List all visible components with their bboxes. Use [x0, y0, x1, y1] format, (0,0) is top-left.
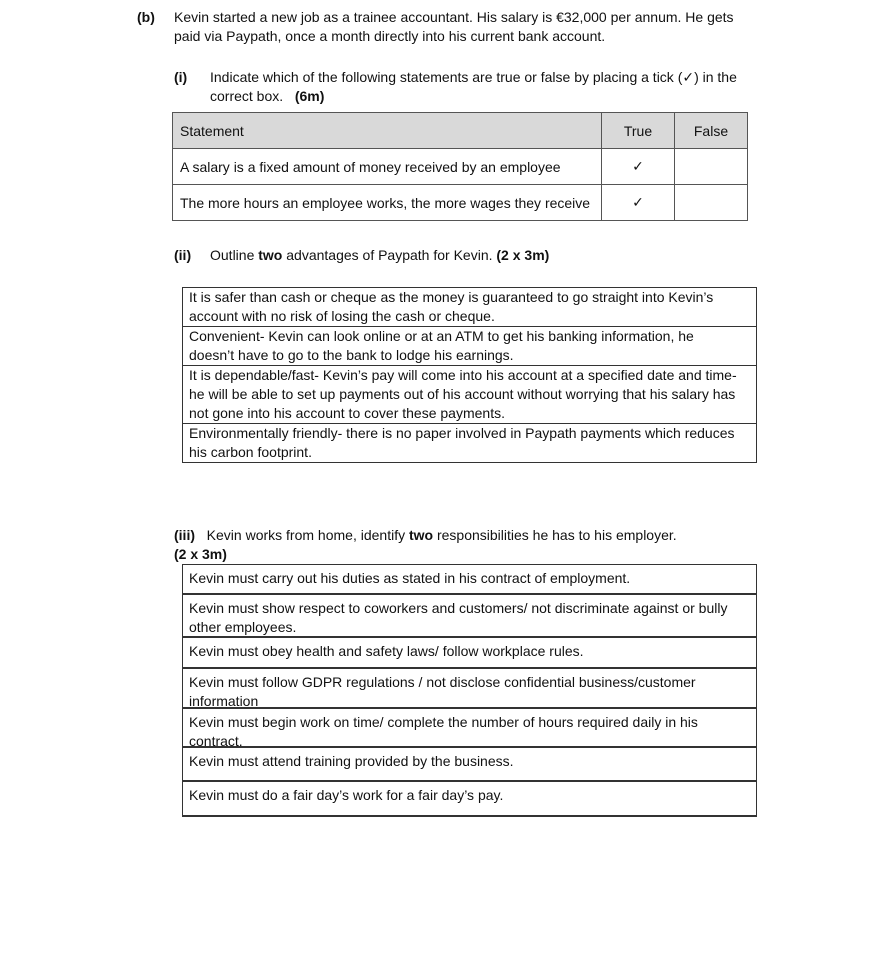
table-row — [173, 149, 748, 185]
q3-question-line1 — [174, 526, 677, 545]
answer-row — [183, 709, 756, 748]
answer-line: It is dependable/fast- Kevin’s pay will come into his account at a specified date and time- — [189, 367, 737, 383]
answer-line: other employees. — [189, 619, 297, 635]
false-tick-cell[interactable] — [675, 185, 748, 221]
q3-label: (iii) — [174, 527, 195, 543]
answer-line: Convenient- Kevin can look online or at an ATM to get his banking information, he — [189, 328, 694, 344]
answer-row — [183, 748, 756, 782]
header-false: False — [675, 113, 748, 149]
part-b-intro-line2: paid via Paypath, once a month directly into his current bank account. — [174, 28, 606, 44]
answer-row — [183, 595, 756, 638]
table-row — [173, 185, 748, 221]
answer-row — [183, 288, 756, 327]
header-true: True — [602, 113, 675, 149]
answer-line: Kevin must do a fair day’s work for a fair day’s pay. — [189, 787, 504, 803]
answer-line: he will be able to set up payments out of his account without worrying that his salary has — [189, 386, 736, 402]
answer-row — [183, 327, 756, 366]
answer-line: Kevin must show respect to coworkers and customers/ not discriminate against or bully — [189, 600, 728, 616]
q3-answer-box[interactable] — [182, 564, 757, 817]
answer-row — [183, 638, 756, 669]
answer-row — [183, 565, 756, 595]
statement-cell: A salary is a fixed amount of money received by an employee — [173, 149, 602, 185]
true-false-table — [172, 112, 748, 221]
q2-text-bold: two — [258, 247, 283, 263]
q2-text-a: Outline — [210, 247, 255, 263]
answer-row — [183, 424, 756, 462]
answer-line: It is safer than cash or cheque as the money is guaranteed to go straight into Kevin’s — [189, 289, 714, 305]
answer-line: Kevin must obey health and safety laws/ follow workplace rules. — [189, 643, 584, 659]
q2-question — [210, 246, 549, 265]
q1-marks: (6m) — [294, 88, 325, 104]
answer-row — [183, 366, 756, 424]
answer-line: Kevin must carry out his duties as stated in his contract of employment. — [189, 570, 631, 586]
answer-line: information — [189, 693, 259, 709]
answer-line: Kevin must follow GDPR regulations / not disclose confidential business/customer — [189, 674, 696, 690]
q3-text-bold: two — [408, 527, 434, 543]
q2-answer-box[interactable] — [182, 287, 757, 463]
answer-line: his carbon footprint. — [189, 444, 312, 460]
answer-line: Environmentally friendly- there is no paper involved in Paypath payments which reduces — [189, 425, 735, 441]
answer-row — [183, 669, 756, 709]
true-tick-cell[interactable]: ✓ — [602, 149, 675, 185]
q2-text-b: advantages of Paypath for Kevin. — [286, 247, 493, 263]
table-header-row — [173, 113, 748, 149]
q1-line2-text: correct box. — [210, 88, 284, 104]
q3-text-b: responsibilities he has to his employer. — [436, 527, 677, 543]
answer-line: not gone into his account to cover these payments. — [189, 405, 505, 421]
true-tick-cell[interactable]: ✓ — [602, 185, 675, 221]
statement-cell: The more hours an employee works, the more wages they receive — [173, 185, 602, 221]
part-b-intro-line1: Kevin started a new job as a trainee accountant. His salary is €32,000 per annum. He gets — [174, 9, 734, 25]
q3-marks: (2 x 3m) — [174, 546, 227, 562]
answer-row — [183, 782, 756, 815]
false-tick-cell[interactable] — [675, 149, 748, 185]
header-statement: Statement — [173, 113, 602, 149]
part-b-label: (b) — [137, 9, 155, 25]
q1-label: (i) — [174, 69, 188, 85]
answer-line: Kevin must attend training provided by the business. — [189, 753, 514, 769]
answer-line: account with no risk of losing the cash or cheque. — [189, 308, 495, 324]
q2-marks: (2 x 3m) — [496, 247, 550, 263]
answer-line: doesn’t have to go to the bank to lodge his earnings. — [189, 347, 514, 363]
q3-text-a: Kevin works from home, identify — [206, 527, 406, 543]
answer-line: Kevin must begin work on time/ complete the number of hours required daily in his — [189, 714, 698, 730]
q1-line2 — [210, 87, 324, 106]
answer-line: contract. — [189, 733, 243, 749]
q2-label: (ii) — [174, 247, 192, 263]
q1-line1: Indicate which of the following statements are true or false by placing a tick (✓) in the — [210, 69, 737, 85]
